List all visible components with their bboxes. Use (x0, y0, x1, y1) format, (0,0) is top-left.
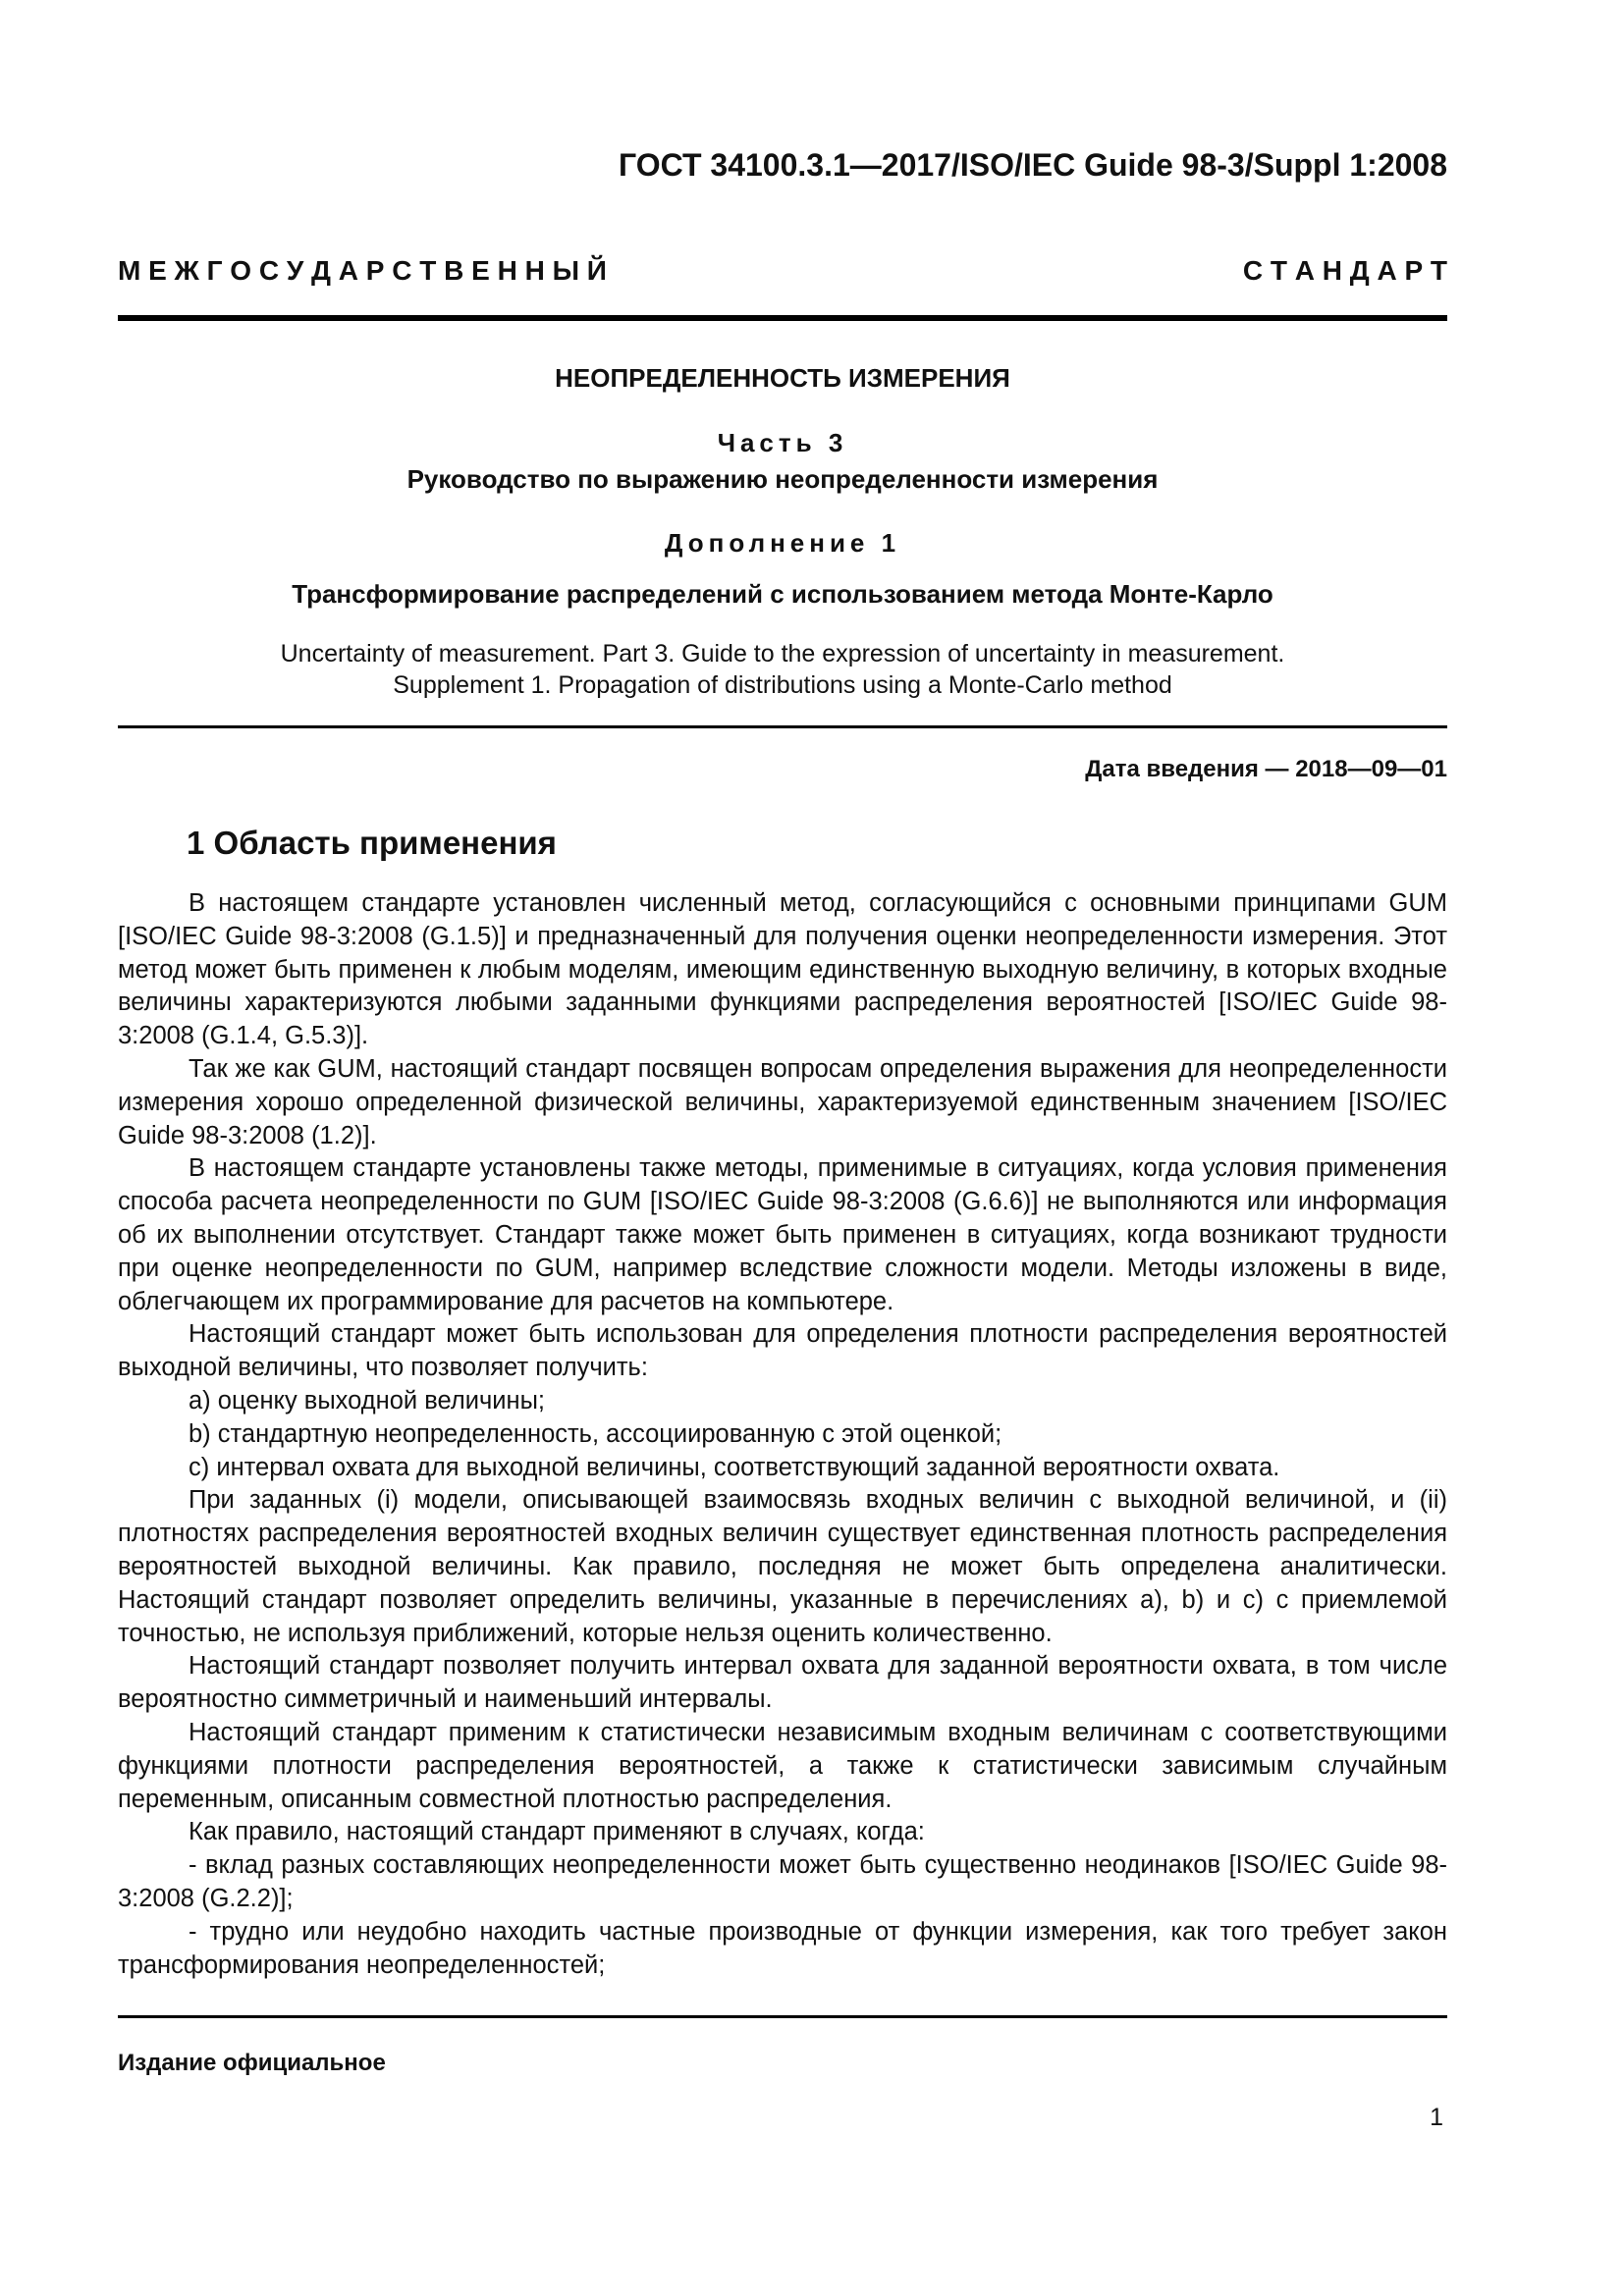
footer-divider (118, 2015, 1447, 2018)
section-heading: 1 Область применения (187, 825, 557, 861)
supplement-label: Дополнение 1 (664, 528, 901, 558)
document-code: ГОСТ 34100.3.1—2017/ISO/IEC Guide 98-3/Suppl 1:2008 (619, 147, 1447, 183)
part-label: Часть 3 (717, 428, 848, 457)
paragraph: В настоящем стандарте установлен численный метод, согласующийся с основными принципами GUM [ISO/IEC Guide 98-3:2008 (G.1.5)] и предназначенный для получения оценки неопределенности измерения. Этот метод может быть применен к любым моделям, имеющим единственную выходную величину, в которых входные величины характеризуются любыми заданными функциями распределения вероятностей [ISO/IEC Guide 98-3:2008 (G.1.4, G.5.3)]. (118, 889, 1447, 1050)
standard-word: С Т А Н Д А Р Т (1242, 255, 1447, 286)
section-body (118, 887, 1447, 1982)
paragraph: При заданных (i) модели, описывающей взаимосвязь входных величин с выходной величиной, и (ii) плотностях распределения вероятностей входных величин существует единственная плотность распределения вероятностей выходной величины. Как правило, последняя не может быть определена аналитически. Настоящий стандарт позволяет определить величины, указанные в перечислениях а), b) и с) с приемлемой точностью, не используя приближений, которые нельзя оценить количественно. (118, 1486, 1447, 1647)
list-item: с) интервал охвата для выходной величины, соответствующий заданной вероятности охвата. (189, 1453, 1280, 1481)
english-title-line-1: Uncertainty of measurement. Part 3. Guide to the expression of uncertainty in measurement. (280, 640, 1285, 667)
title-divider (118, 725, 1447, 728)
list-item: а) оценку выходной величины; (189, 1386, 545, 1415)
header-divider (118, 315, 1447, 321)
list-item: - трудно или неудобно находить частные производные от функции измерения, как того требует закон трансформирования неопределенностей; (118, 1917, 1447, 1979)
supplement-title: Трансформирование распределений с использованием метода Монте-Карло (292, 579, 1273, 609)
page-number: 1 (1430, 2104, 1443, 2131)
paragraph: Настоящий стандарт позволяет получить интервал охвата для заданной вероятности охвата, в том числе вероятностно симметричный и наименьший интервалы. (118, 1652, 1447, 1714)
interstate-standard-banner (118, 255, 1447, 287)
list-item: - вклад разных составляющих неопределенности может быть существенно неодинаков [ISO/IEC Guide 98-3:2008 (G.2.2)]; (118, 1851, 1447, 1912)
paragraph: В настоящем стандарте установлены также методы, применимые в ситуациях, когда условия применения способа расчета неопределенности по GUM [ISO/IEC Guide 98-3:2008 (G.6.6)] не выполняются или информация об их выполнении отсутствует. Стандарт также может быть применен в ситуациях, когда возникают трудности при оценке неопределенности по GUM, например вследствие сложности модели. Методы изложены в виде, облегчающем их программирование для расчетов на компьютере. (118, 1154, 1447, 1315)
document-title: НЕОПРЕДЕЛЕННОСТЬ ИЗМЕРЕНИЯ (555, 363, 1010, 393)
paragraph: Настоящий стандарт может быть использован для определения плотности распределения вероятностей выходной величины, что позволяет получить: (118, 1320, 1447, 1382)
paragraph: Настоящий стандарт применим к статистически независимым входным величинам с соответствующими функциями плотности распределения вероятностей, а также к статистически зависимым случайным переменным, описанным совместной плотностью распределения. (118, 1718, 1447, 1813)
paragraph: Так же как GUM, настоящий стандарт посвящен вопросам определения выражения для неопределенности измерения хорошо определенной физической величины, характеризуемой единственным значением [ISO/IEC Guide 98-3:2008 (1.2)]. (118, 1054, 1447, 1149)
paragraph: Как правило, настоящий стандарт применяют в случаях, когда: (189, 1818, 925, 1846)
official-edition-label: Издание официальное (118, 2050, 386, 2076)
introduction-date: Дата введения — 2018—09—01 (1085, 756, 1447, 782)
interstate-word: М Е Ж Г О С У Д А Р С Т В Е Н Н Ы Й (118, 255, 607, 286)
part-title: Руководство по выражению неопределенности измерения (406, 464, 1159, 494)
list-item: b) стандартную неопределенность, ассоциированную с этой оценкой; (189, 1419, 1002, 1448)
english-title-line-2: Supplement 1. Propagation of distributions using a Monte-Carlo method (393, 671, 1172, 699)
